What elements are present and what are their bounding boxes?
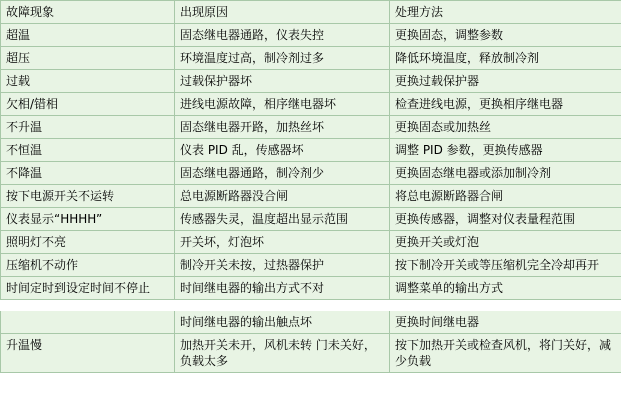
table-row (1, 231, 621, 254)
cell-cause: 制冷开关未按，过热器保护 (175, 254, 390, 277)
cell-solution: 降低环境温度，释放制冷剂 (390, 47, 621, 70)
cell-cause: 固态继电器通路，制冷剂少 (175, 162, 390, 185)
table-row (1, 162, 621, 185)
cell-cause: 固态继电器开路，加热丝坏 (175, 116, 390, 139)
table-row (1, 116, 621, 139)
table-row (1, 254, 621, 277)
table-header-row (1, 1, 621, 24)
cell-solution: 更换固态继电器或添加制冷剂 (390, 162, 621, 185)
cell-cause: 传感器失灵，温度超出显示范围 (175, 208, 390, 231)
cell-cause: 开关坏，灯泡坏 (175, 231, 390, 254)
table-row (1, 185, 621, 208)
cell-solution: 调整菜单的输出方式 (390, 277, 621, 300)
cell-phenomenon: 仪表显示“HHHH” (1, 208, 175, 231)
cell-phenomenon: 超压 (1, 47, 175, 70)
cell-phenomenon: 按下电源开关不运转 (1, 185, 175, 208)
cell-cause: 固态继电器通路，仪表失控 (175, 24, 390, 47)
column-header-solution: 处理方法 (390, 1, 621, 24)
spacer-cell (1, 300, 175, 311)
cell-cause: 过载保护器坏 (175, 70, 390, 93)
column-header-phenomenon: 故障现象 (1, 1, 175, 24)
spacer-cell (390, 300, 621, 311)
cell-solution: 将总电源断路器合闸 (390, 185, 621, 208)
cell-phenomenon: 不升温 (1, 116, 175, 139)
cell-solution: 更换时间继电器 (390, 311, 621, 334)
cell-cause: 时间继电器的输出触点坏 (175, 311, 390, 334)
spacer-cell (175, 300, 390, 311)
table-row (1, 70, 621, 93)
cell-solution: 更换过载保护器 (390, 70, 621, 93)
cell-phenomenon: 不降温 (1, 162, 175, 185)
cell-cause: 加热开关未开，风机未转 门未关好，负载太多 (175, 334, 390, 373)
table-row (1, 24, 621, 47)
cell-cause: 仪表 PID 乱，传感器坏 (175, 139, 390, 162)
cell-cause: 总电源断路器没合闸 (175, 185, 390, 208)
cell-phenomenon (1, 311, 175, 334)
cell-phenomenon: 超温 (1, 24, 175, 47)
table-spacer-row (1, 300, 621, 311)
cell-solution: 按下加热开关或检查风机，将门关好，减少负载 (390, 334, 621, 373)
cell-cause: 环境温度过高，制冷剂过多 (175, 47, 390, 70)
table-row (1, 139, 621, 162)
cell-solution: 更换固态或加热丝 (390, 116, 621, 139)
cell-cause: 进线电源故障，相序继电器坏 (175, 93, 390, 116)
cell-solution: 检查进线电源，更换相序继电器 (390, 93, 621, 116)
table-row (1, 93, 621, 116)
cell-solution: 更换传感器，调整对仪表量程范围 (390, 208, 621, 231)
cell-phenomenon: 照明灯不亮 (1, 231, 175, 254)
cell-solution: 按下制冷开关或等压缩机完全冷却再开 (390, 254, 621, 277)
cell-phenomenon: 不恒温 (1, 139, 175, 162)
cell-solution: 更换开关或灯泡 (390, 231, 621, 254)
cell-phenomenon: 升温慢 (1, 334, 175, 373)
cell-phenomenon: 时间定时到设定时间不停止 (1, 277, 175, 300)
cell-solution: 调整 PID 参数，更换传感器 (390, 139, 621, 162)
table-row (1, 277, 621, 300)
cell-phenomenon: 压缩机不动作 (1, 254, 175, 277)
table-row (1, 208, 621, 231)
cell-phenomenon: 过载 (1, 70, 175, 93)
column-header-cause: 出现原因 (175, 1, 390, 24)
cell-solution: 更换固态，调整参数 (390, 24, 621, 47)
table-row (1, 334, 621, 373)
table-row (1, 311, 621, 334)
cell-cause: 时间继电器的输出方式不对 (175, 277, 390, 300)
cell-phenomenon: 欠相/错相 (1, 93, 175, 116)
table-row (1, 47, 621, 70)
